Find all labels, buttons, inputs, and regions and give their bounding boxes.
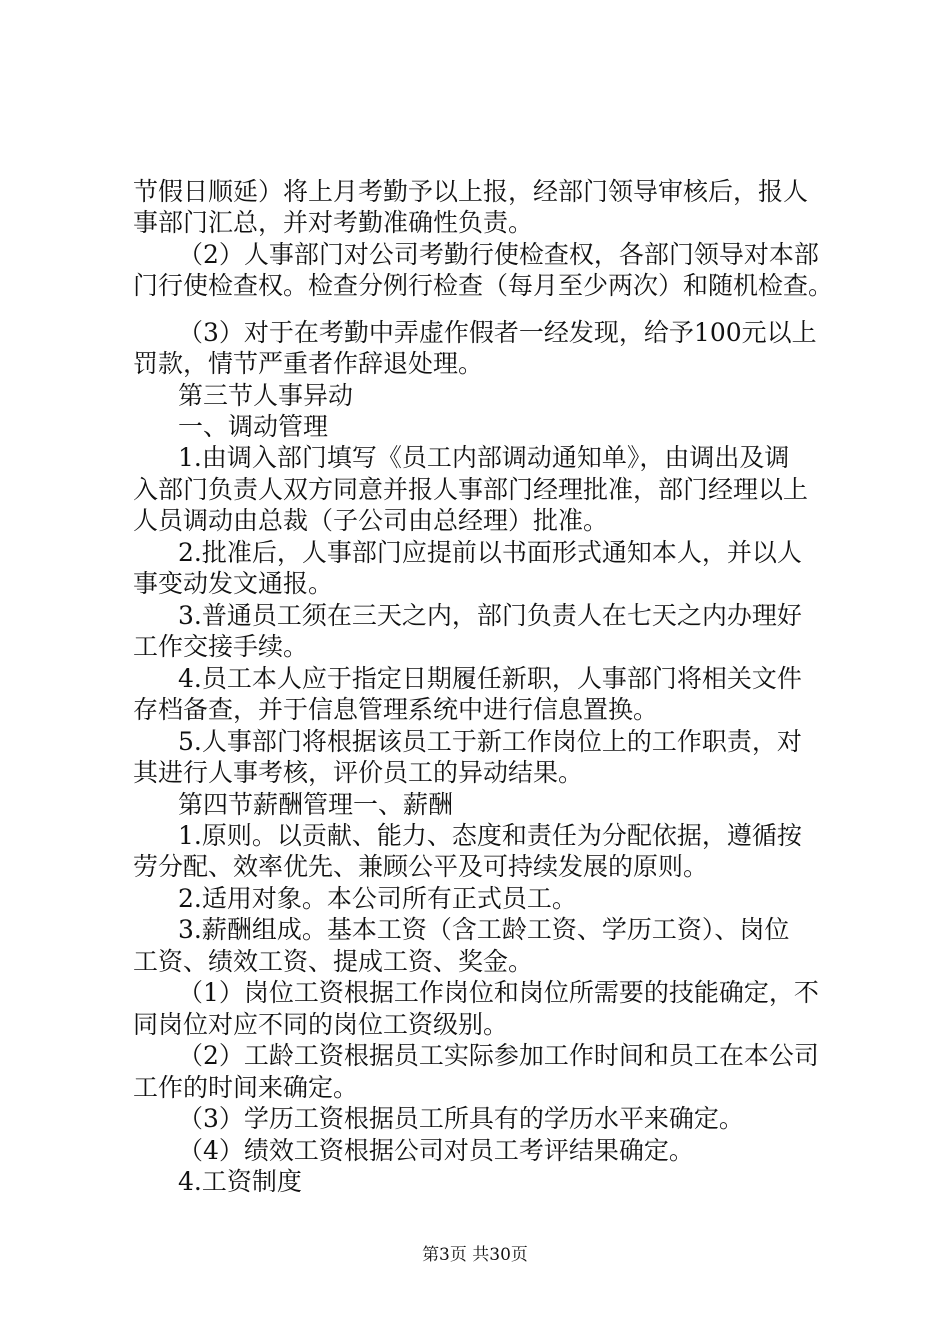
subsection-heading: 一、调动管理 xyxy=(178,412,329,441)
text-line: 2.适用对象。本公司所有正式员工。 xyxy=(178,884,577,913)
text-line: 工资、绩效工资、提成工资、奖金。 xyxy=(133,947,534,976)
text-line: 门行使检查权。检查分例行检查（每月至少两次）和随机检查。 xyxy=(133,271,834,300)
text-line: 事变动发文通报。 xyxy=(133,569,334,598)
section-heading: 第三节人事异动 xyxy=(178,381,354,410)
text-line: 工作的时间来确定。 xyxy=(133,1073,359,1102)
text-line: （4）绩效工资根据公司对员工考评结果确定。 xyxy=(178,1136,694,1165)
text-line: 其进行人事考核，评价员工的异动结果。 xyxy=(133,758,584,787)
text-line: 4.员工本人应于指定日期履任新职，人事部门将相关文件 xyxy=(178,664,802,693)
text-line: 存档备查，并于信息管理系统中进行信息置换。 xyxy=(133,695,659,724)
text-line: （2）工龄工资根据员工实际参加工作时间和员工在本公司 xyxy=(178,1041,819,1070)
text-line: 3.普通员工须在三天之内，部门负责人在七天之内办理好 xyxy=(178,601,802,630)
text-line: 事部门汇总，并对考勤准确性负责。 xyxy=(133,208,534,237)
text-line: 同岗位对应不同的岗位工资级别。 xyxy=(133,1010,509,1039)
text-line: （2）人事部门对公司考勤行使检查权，各部门领导对本部 xyxy=(178,240,819,269)
text-line: 3.薪酬组成。基本工资（含工龄工资、学历工资）、岗位 xyxy=(178,915,790,944)
text-line: 节假日顺延）将上月考勤予以上报，经部门领导审核后，报人 xyxy=(133,177,809,206)
text-line: （1）岗位工资根据工作岗位和岗位所需要的技能确定，不 xyxy=(178,978,819,1007)
text-line: 1.由调入部门填写《员工内部调动通知单》，由调出及调 xyxy=(178,443,790,472)
text-line: 5.人事部门将根据该员工于新工作岗位上的工作职责，对 xyxy=(178,727,802,756)
section-heading: 第四节薪酬管理一、薪酬 xyxy=(178,790,454,819)
text-line: 罚款，情节严重者作辞退处理。 xyxy=(133,349,484,378)
text-line: 1.原则。以贡献、能力、态度和责任为分配依据，遵循按 xyxy=(178,821,802,850)
text-line: 劳分配、效率优先、兼顾公平及可持续发展的原则。 xyxy=(133,852,709,881)
text-line: 4.工资制度 xyxy=(178,1167,302,1196)
text-line: 工作交接手续。 xyxy=(133,632,309,661)
text-line: 入部门负责人双方同意并报人事部门经理批准，部门经理以上 xyxy=(133,475,809,504)
text-line: （3）对于在考勤中弄虚作假者一经发现，给予100元以上 xyxy=(178,318,817,347)
text-line: 2.批准后，人事部门应提前以书面形式通知本人，并以人 xyxy=(178,538,802,567)
text-line: 人员调动由总裁（子公司由总经理）批准。 xyxy=(133,506,609,535)
page-number-footer: 第3页 共30页 xyxy=(422,1245,528,1265)
text-line: （3）学历工资根据员工所具有的学历水平来确定。 xyxy=(178,1104,744,1133)
